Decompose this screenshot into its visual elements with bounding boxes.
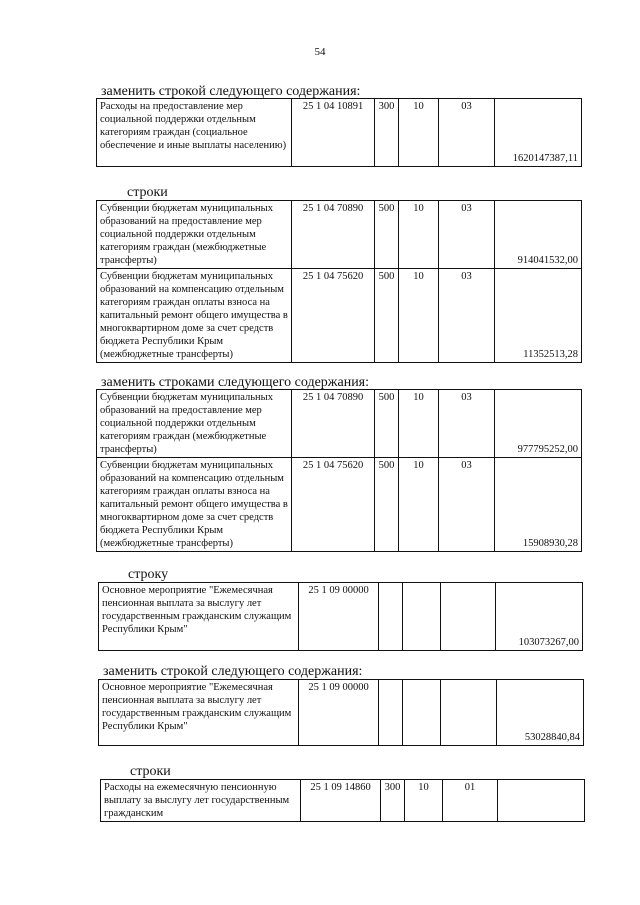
row-section (403, 680, 441, 746)
row-code: 25 1 04 75620 (292, 458, 375, 552)
budget-table (96, 389, 582, 552)
row-code: 25 1 09 14860 (301, 780, 381, 822)
row-expense-type: 500 (375, 458, 399, 552)
row-subsection (441, 680, 497, 746)
table-row (97, 201, 582, 269)
row-subsection: 03 (439, 99, 495, 167)
table-row (97, 390, 582, 458)
row-amount: 53028840,84 (497, 680, 584, 746)
row-name: Основное мероприятие "Ежемесячная пенсионная выплата за выслугу лет государственным гражданским служащим Республики Крым" (99, 583, 299, 651)
row-expense-type: 500 (375, 201, 399, 269)
row-code: 25 1 04 10891 (292, 99, 375, 167)
row-name: Субвенции бюджетам муниципальных образований на предоставление мер социальной поддержки отдельным категориям граждан (межбюджетные трансферты) (97, 390, 292, 458)
row-section: 10 (399, 99, 439, 167)
table-row (97, 99, 582, 167)
page-number: 54 (314, 46, 326, 58)
row-code: 25 1 04 70890 (292, 201, 375, 269)
row-section: 10 (399, 201, 439, 269)
budget-table (98, 582, 583, 651)
row-name: Расходы на предоставление мер социальной поддержки отдельным категориям граждан (социальное обеспечение и иные выплаты населению) (97, 99, 292, 167)
row-amount: 1620147387,11 (495, 99, 582, 167)
table-row (97, 458, 582, 552)
table-row (101, 780, 585, 822)
row-expense-type: 500 (375, 390, 399, 458)
block-heading: строки (127, 185, 168, 200)
row-amount: 977795252,00 (495, 390, 582, 458)
row-name: Субвенции бюджетам муниципальных образований на компенсацию отдельным категориям граждан оплаты взноса на капитальный ремонт общего имущества в многоквартирном доме за счет средств бюджета Республики Крым (межбюджетные трансферты) (97, 269, 292, 363)
block-heading: заменить строками следующего содержания: (101, 375, 370, 390)
block-heading: заменить строкой следующего содержания: (103, 664, 363, 679)
row-amount: 11352513,28 (495, 269, 582, 363)
row-subsection: 01 (443, 780, 498, 822)
row-subsection: 03 (439, 269, 495, 363)
row-expense-type: 500 (375, 269, 399, 363)
row-section: 10 (399, 269, 439, 363)
row-code: 25 1 04 75620 (292, 269, 375, 363)
row-amount: 914041532,00 (495, 201, 582, 269)
row-amount: 103073267,00 (496, 583, 583, 651)
row-amount: 15908930,28 (495, 458, 582, 552)
row-expense-type (379, 680, 403, 746)
row-name: Субвенции бюджетам муниципальных образований на компенсацию отдельным категориям граждан оплаты взноса на капитальный ремонт общего имущества в многоквартирном доме за счет средств бюджета Республики Крым (межбюджетные трансферты) (97, 458, 292, 552)
row-amount (498, 780, 585, 822)
row-name: Субвенции бюджетам муниципальных образований на предоставление мер социальной поддержки отдельным категориям граждан (межбюджетные трансферты) (97, 201, 292, 269)
table-row (97, 269, 582, 363)
row-section: 10 (405, 780, 443, 822)
row-code: 25 1 04 70890 (292, 390, 375, 458)
budget-table (96, 98, 582, 167)
row-name: Основное мероприятие "Ежемесячная пенсионная выплата за выслугу лет государственным гражданским служащим Республики Крым" (99, 680, 299, 746)
row-expense-type: 300 (381, 780, 405, 822)
row-section: 10 (399, 390, 439, 458)
row-expense-type (379, 583, 403, 651)
row-subsection: 03 (439, 201, 495, 269)
block-heading: строку (128, 567, 169, 582)
block-heading: заменить строкой следующего содержания: (101, 84, 361, 99)
row-section: 10 (399, 458, 439, 552)
block-heading: строки (130, 764, 171, 779)
budget-table (98, 679, 584, 746)
row-name: Расходы на ежемесячную пенсионную выплату за выслугу лет государственным гражданским (101, 780, 301, 822)
row-code: 25 1 09 00000 (299, 680, 379, 746)
row-expense-type: 300 (375, 99, 399, 167)
row-subsection (441, 583, 496, 651)
row-section (403, 583, 441, 651)
row-code: 25 1 09 00000 (299, 583, 379, 651)
row-subsection: 03 (439, 390, 495, 458)
table-row (99, 680, 584, 746)
table-row (99, 583, 583, 651)
row-subsection: 03 (439, 458, 495, 552)
budget-table (96, 200, 582, 363)
budget-table (100, 779, 585, 822)
